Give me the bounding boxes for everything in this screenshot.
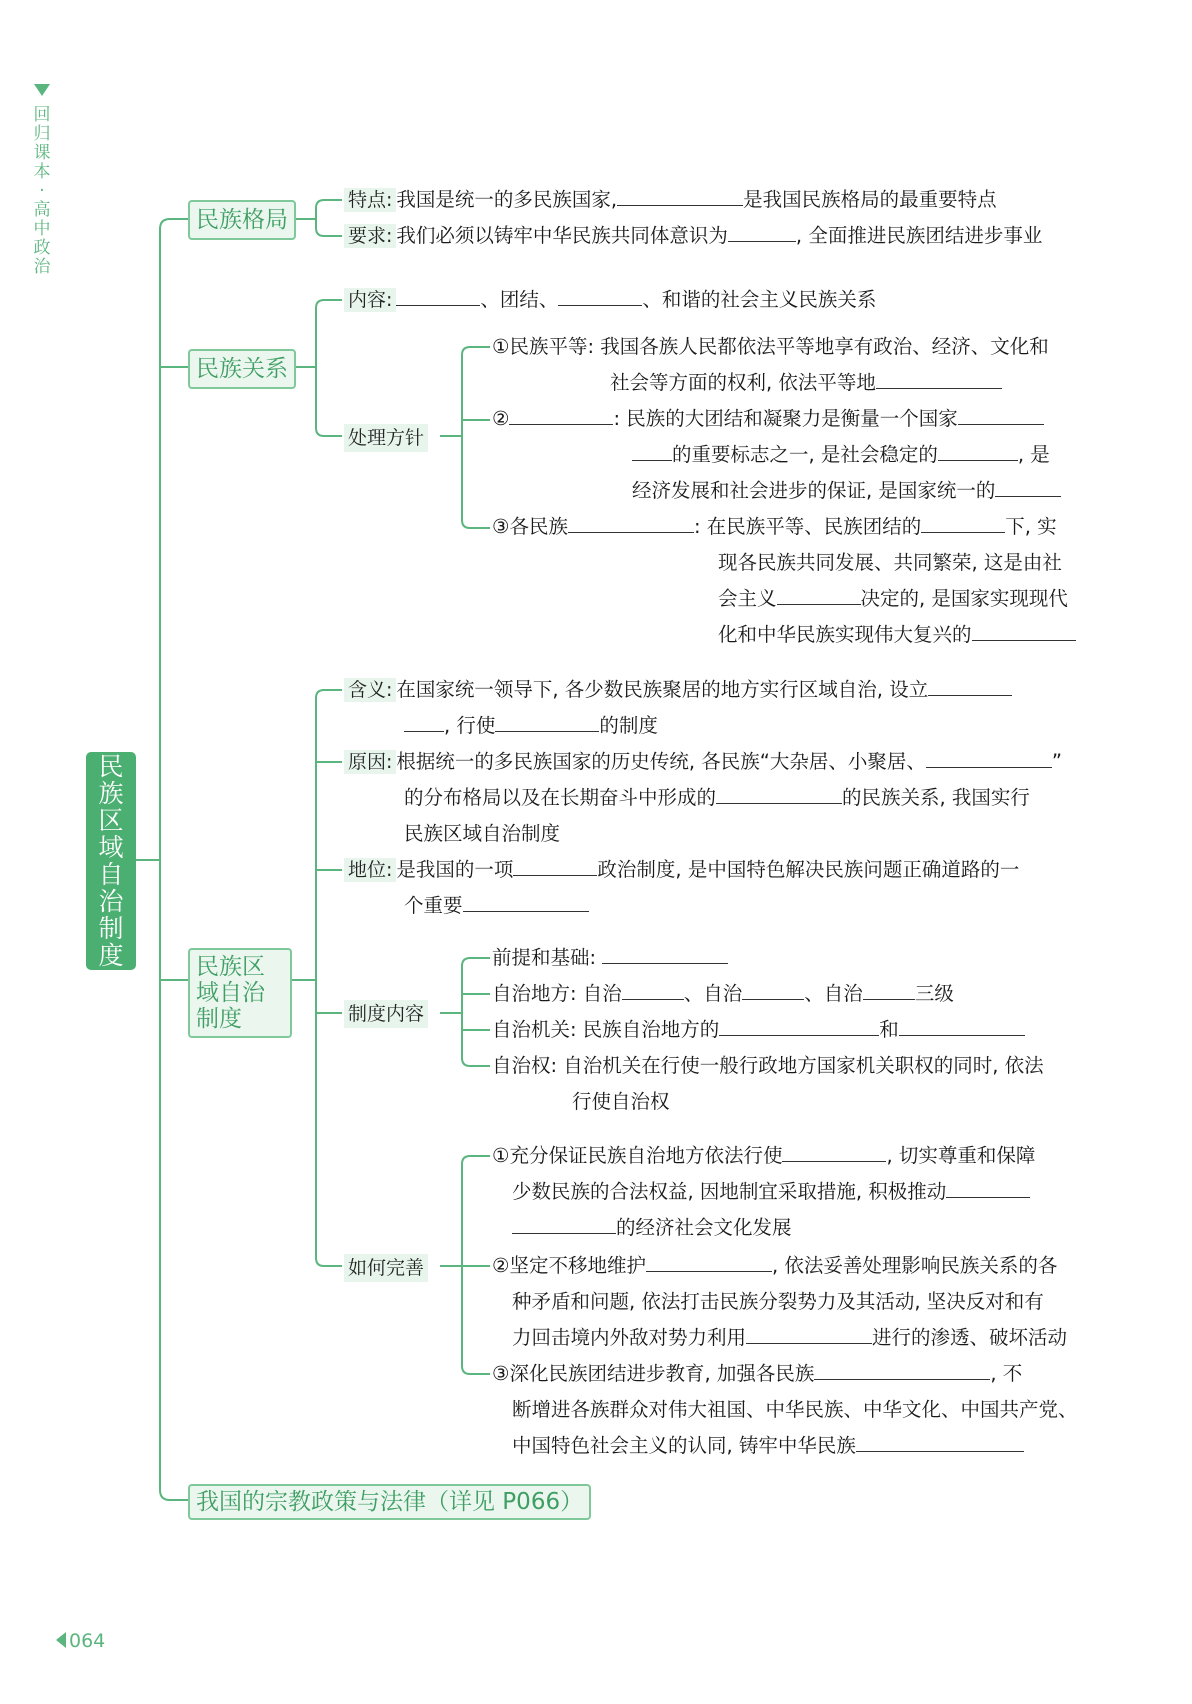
blank [716,781,842,804]
text: 会主义 [718,587,777,610]
blank [777,582,861,605]
blank [622,977,684,1000]
text: 断增进各族群众对伟大祖国、中华民族、中华文化、中国共产党、 [512,1398,1078,1421]
text: 我国各族人民都依法平等地享有政治、经济、文化和 [600,335,1049,358]
improve-item-1 [492,1138,1104,1246]
label-improve: 如何完善 [344,1254,428,1282]
text: 我国是统一的多民族国家, [396,188,618,211]
text: 自治权: 自治机关在行使一般行政地方国家机关职权的同时, 依法 [492,1054,1044,1077]
node-ethnic-pattern: 民族格局 [188,200,296,240]
text: , 不 [990,1362,1023,1385]
text: 的重要标志之一, 是社会稳定的 [672,443,938,466]
label-feature: 特点: [344,188,396,212]
blank [995,474,1061,497]
text: 我们必须以铸牢中华民族共同体意识为 [396,224,728,247]
side-marker-icon [34,84,50,96]
blank [946,1175,1030,1198]
text: 力回击境内外敌对势力利用 [512,1326,747,1349]
blank [742,977,804,1000]
text: 在国家统一领导下, 各少数民族聚居的地方实行区域自治, 设立 [396,678,929,701]
blank [404,709,444,732]
blank [938,438,1018,461]
text: 、自治 [683,982,743,1005]
text: : [613,407,621,430]
text: 的经济社会文化发展 [616,1216,792,1239]
root-label: 民族区域自治制度 [98,752,124,970]
blank [568,510,694,533]
label-system-content: 制度内容 [344,1000,428,1028]
text: 、自治 [804,982,863,1005]
sec2-row-content [344,282,1104,318]
text: 根据统一的多民族国家的历史传统, 各民族“大杂居、小聚居、 [396,750,926,773]
blank [495,709,599,732]
text: ② [492,407,510,430]
blank [728,219,796,242]
text: , 行使 [444,714,496,737]
label-requirement: 要求: [344,224,396,248]
system-autonomous-areas [492,976,1104,1012]
blank [558,283,642,306]
system-autonomy-right [492,1048,1104,1120]
text: 前提和基础: [492,946,597,969]
text: 三级 [914,982,954,1005]
text: 现各民族共同发展、共同繁荣, 这是由社 [718,551,1062,574]
blank [928,673,1012,696]
blank [512,1211,616,1234]
blank [958,402,1044,425]
blank [863,977,915,1000]
text: 和 [879,1018,899,1041]
text: 在民族平等、民族团结的 [706,515,922,538]
blank [396,283,480,306]
text: 种矛盾和问题, 依法打击民族分裂势力及其活动, 坚决反对和有 [512,1290,1044,1313]
blank [814,1357,990,1380]
blank [617,183,743,206]
text: , 是 [1017,443,1050,466]
text: ②坚定不移地维护 [492,1254,646,1277]
blank [746,1321,872,1344]
system-organs [492,1012,1104,1048]
node-religion-policy: 我国的宗教政策与法律（详见 P066） [188,1484,591,1520]
text: 的民族关系, 我国实行 [842,786,1030,809]
autonomy-meaning [344,672,1106,744]
label-reason: 原因: [344,750,396,774]
blank [926,745,1052,768]
text: 的分布格局以及在长期奋斗中形成的 [404,786,717,809]
sec1-row-feature [344,182,1104,218]
text: , 切实尊重和保障 [886,1144,1036,1167]
page-number: 064 [56,1630,105,1652]
text: 经济发展和社会进步的保证, 是国家统一的 [632,479,996,502]
blank [782,1139,886,1162]
label-content: 内容: [344,288,396,312]
text: 少数民族的合法权益, 因地制宜采取措施, 积极推动 [512,1180,947,1203]
text: 进行的渗透、破坏活动 [872,1326,1068,1349]
autonomy-status [344,852,1106,924]
blank [509,402,613,425]
policy-equality [492,329,1102,401]
policy-unity [492,401,1102,509]
blank [856,1429,1024,1452]
blank [602,941,728,964]
improve-item-2 [492,1248,1104,1356]
blank [719,1013,879,1036]
text: 民族的大团结和凝聚力是衡量一个国家 [626,407,958,430]
label-policy: 处理方针 [344,424,428,452]
text: 化和中华民族实现伟大复兴的 [718,623,972,646]
text: , 全面推进民族团结进步事业 [795,224,1043,247]
blank [972,618,1076,641]
root-node [86,752,136,970]
text: 的制度 [599,714,658,737]
label-meaning: 含义: [344,678,396,702]
text: ③深化民族团结进步教育, 加强各民族 [492,1362,815,1385]
improve-item-3 [492,1356,1104,1464]
text: 、和谐的社会主义民族关系 [642,288,877,311]
text: ③各民族 [492,515,568,538]
blank [921,510,1005,533]
node-regional-autonomy: 民族区域自治制度 [188,948,292,1038]
text: 政治制度, 是中国特色解决民族问题正确道路的一 [597,858,1020,881]
text: 决定的, 是国家实现现代 [860,587,1068,610]
text: : [693,515,701,538]
policy-common-prosperity [492,509,1102,653]
text: 个重要 [404,894,463,917]
text: 是我国的一项 [396,858,514,881]
text: ” [1051,750,1063,773]
node-ethnic-relations: 民族关系 [188,349,296,389]
blank [876,366,1002,389]
blank [646,1249,772,1272]
text: ①民族平等: [492,335,595,358]
sec1-row-requirement [344,218,1104,254]
blank [632,438,672,461]
text: 中国特色社会主义的认同, 铸牢中华民族 [512,1434,856,1457]
text: 自治机关: 民族自治地方的 [492,1018,720,1041]
blank [463,889,589,912]
autonomy-reason [344,744,1106,852]
text: 行使自治权 [572,1090,670,1113]
text: 社会等方面的权利, 依法平等地 [610,371,876,394]
system-premise [492,940,1104,976]
text: 自治地方: 自治 [492,982,622,1005]
text: 是我国民族格局的最重要特点 [743,188,997,211]
text: ①充分保证民族自治地方依法行使 [492,1144,783,1167]
text: 下, 实 [1005,515,1057,538]
label-status: 地位: [344,858,396,882]
text: , 依法妥善处理影响民族关系的各 [771,1254,1058,1277]
blank [513,853,597,876]
text: 民族区域自治制度 [404,822,561,845]
text: 、团结、 [480,288,559,311]
blank [899,1013,1025,1036]
side-label: 回归课本 · 高中政治 [33,105,51,277]
